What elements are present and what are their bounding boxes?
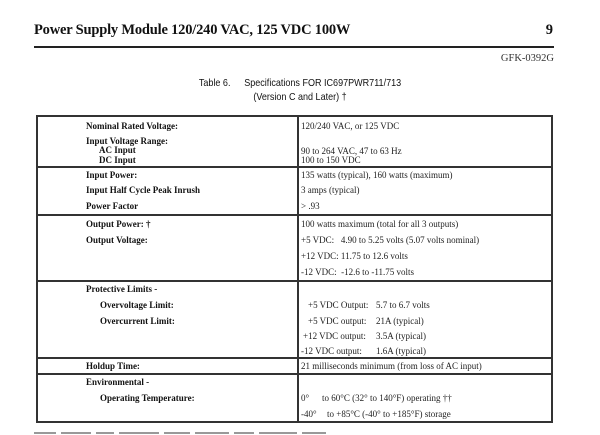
- overcurrent-neg12v-name: -12 VDC output:: [301, 346, 362, 356]
- temp-storage-range: to +85°C (-40° to +185°F) storage: [327, 409, 451, 419]
- value-overcurrent-12v: 3.5A (typical): [376, 331, 426, 341]
- label-power-factor: Power Factor: [86, 201, 139, 211]
- value-dc-input: 100 to 150 VDC: [301, 155, 361, 165]
- label-output-voltage: Output Voltage:: [86, 235, 148, 245]
- page-title: Power Supply Module 120/240 VAC, 125 VDC 100W: [34, 22, 351, 38]
- page-number: 9: [545, 22, 553, 38]
- row-separator: [38, 214, 551, 216]
- label-dc-input: DC Input: [99, 155, 136, 165]
- label-input-voltage-range: Input Voltage Range:: [86, 136, 169, 146]
- column-divider: [297, 117, 299, 421]
- label-overcurrent-limit: Overcurrent Limit:: [100, 316, 175, 326]
- value-overcurrent-5v: 21A (typical): [376, 316, 424, 326]
- row-separator: [38, 166, 551, 168]
- value-output-voltage-5v: +5 VDC: 4.90 to 5.25 volts (5.07 volts nominal): [301, 235, 480, 245]
- table-number: Table 6.: [198, 77, 231, 89]
- value-ac-input: 90 to 264 VAC, 47 to 63 Hz: [301, 146, 402, 156]
- value-nominal-voltage: 120/240 VAC, or 125 VDC: [301, 121, 400, 131]
- value-output-voltage-neg12v: -12 VDC: -12.6 to -11.75 volts: [301, 267, 415, 277]
- temp-storage-start: -40°: [301, 409, 317, 419]
- label-environmental: Environmental -: [86, 377, 150, 387]
- value-input-power: 135 watts (typical), 160 watts (maximum): [301, 170, 453, 180]
- label-operating-temperature: Operating Temperature:: [100, 393, 195, 403]
- value-holdup-time: 21 milliseconds minimum (from loss of AC input): [301, 361, 482, 371]
- overcurrent-5v-name: +5 VDC output:: [308, 316, 367, 326]
- temp-operating-range: to 60°C (32° to 140°F) operating ††: [322, 393, 452, 403]
- label-inrush: Input Half Cycle Peak Inrush: [86, 185, 201, 195]
- value-inrush: 3 amps (typical): [301, 185, 360, 195]
- label-nominal-voltage: Nominal Rated Voltage:: [86, 121, 178, 131]
- temp-operating-start: 0°: [301, 393, 310, 403]
- value-overvoltage: 5.7 to 6.7 volts: [376, 300, 430, 310]
- label-overvoltage-limit: Overvoltage Limit:: [100, 300, 174, 310]
- overvoltage-output-name: +5 VDC Output:: [308, 300, 369, 310]
- table-subtitle: (Version C and Later) †: [253, 91, 347, 103]
- row-separator: [38, 357, 551, 359]
- table-title: Specifications FOR IC697PWR711/713: [244, 77, 402, 89]
- header-rule: [34, 46, 554, 48]
- table-caption: [42, 77, 558, 89]
- label-output-power: Output Power: †: [86, 219, 151, 229]
- overcurrent-12v-name: +12 VDC output:: [303, 331, 366, 341]
- label-protective-limits: Protective Limits -: [86, 284, 158, 294]
- value-overcurrent-neg12v: 1.6A (typical): [376, 346, 426, 356]
- value-output-power: 100 watts maximum (total for all 3 outputs): [301, 219, 459, 229]
- document-number: GFK-0392G: [500, 53, 554, 64]
- value-power-factor: > .93: [301, 201, 320, 211]
- row-separator: [38, 280, 551, 282]
- label-holdup-time: Holdup Time:: [86, 361, 140, 371]
- value-output-voltage-12v: +12 VDC: 11.75 to 12.6 volts: [301, 251, 408, 261]
- label-input-power: Input Power:: [86, 170, 138, 180]
- label-ac-input: AC Input: [99, 145, 136, 155]
- row-separator: [38, 373, 551, 375]
- spec-table: [36, 115, 553, 423]
